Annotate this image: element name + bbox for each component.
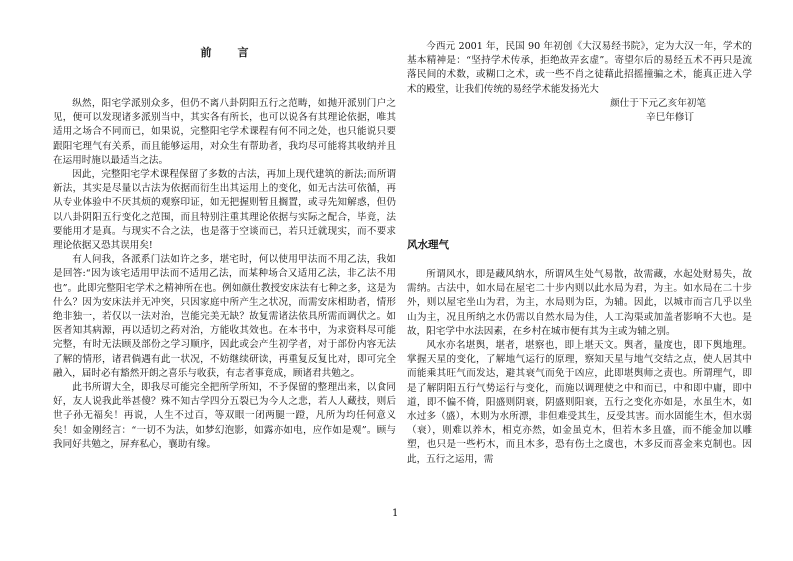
preface-body bbox=[53, 97, 396, 452]
section-heading: 风水理气 bbox=[407, 239, 449, 251]
section-body bbox=[407, 268, 752, 467]
section-paragraph-1: 所谓风水，即是藏风纳水，所谓风生处气易散，故需藏，水起处财易失，故需纳。古法中，如水局在屋宅二十步内则以此水局为君，为主。如水局在二十步外，则以屋宅坐山为君，为主，水局则为臣，为辅。因此，以城市而言几乎以坐山为主，况且所纳之水仍需以自然水局为佳，人工沟渠或加盖者影响不大也。是故，阳宅学中水法因素，在乡村在城市便有其为主或为辅之别。 bbox=[407, 269, 752, 337]
preface-paragraph-2: 因此，完整阳宅学术课程保留了多数的古法，再加上现代建筑的新法;而所谓新法，其实是尽量以古法为依据而衍生出其运用上的变化，如无古法可依循，再从专业体验中不厌其烦的观察印证，如无把握则暂且搁置，或寻先知解惑，但仍以八卦阴阳五行变化之范围，而且特别注重其理论依据与实际之配合，毕竟，法要能用才是真。与现实不合之法，也是落于空谈而已，若只迁就现实，而不要求理论依据又恐其误用矣! bbox=[53, 169, 396, 252]
author-signature: 颜仕于下元乙亥年初笔 bbox=[610, 97, 706, 109]
revision-note: 辛巳年修订 bbox=[646, 112, 694, 124]
preface-paragraph-1: 纵然，阳宅学派别众多，但仍不离八卦阴阳五行之范畴，如抛开派别门户之见，便可以发现诸多派别当中，其实各有所长，也可以说各有其理论依据，唯其适用之场合不同而已，如果说，完整阳宅学术课程有何不同之处，也只能说只要跟阳宅理气有关系，而且能够运用，对众生有帮助者，我均尽可能将其收纳并且在运用时施以最适当之法。 bbox=[53, 98, 396, 166]
preface-title: 前言 bbox=[200, 46, 275, 59]
preface-paragraph-3: 有人问我，各派系门法如许之多，堪宅时，何以使用甲法而不用乙法，我如是回答:“因为该宅适用甲法而不适用乙法，而某种场合又适用乙法，非乙法不用也”。此即完整阳宅学术之精神所在也。例如颜仕教授安床法有七种之多，这是为什么？因为安床法并无冲突，只因家庭中所产生之状况，而需安床相助者，情形绝非独一，若仅以一法对治，岂能完美无缺？故复需诸法依具所需而调伏之。如医者知其病源，再以适切之药对治，方能收其效也。在本书中，为求资料尽可能完整，有时无法顾及部份之学习顺序，因此或会产生初学者，对于部份内容无法了解的情形，诸君倘遇有此一状况，不妨继续研读，再重复反复比对，即可完全融入，届时必有豁然开朗之喜乐与收获，有志者事竟成，顾诸君共勉之。 bbox=[53, 254, 396, 379]
preface-closing bbox=[407, 40, 752, 125]
preface-paragraph-4: 此书所谓大全，即我尽可能完全把所学所知，不予保留的整理出来，以食同好，友人说我此举甚傻？殊不知古学四分五裂已为今人之悲，若人人藏技，则后世子孙无福矣！再说，人生不过百，等双眼一闭两腿一蹬，凡所为均任何意义矣！如金刚经言：“一切不为法，如梦幻泡影，如露亦如电，应作如是观”。顾与我同好共勉之，屏弃私心，襄助有缘。 bbox=[53, 382, 396, 450]
section-paragraph-2: 风水亦名堪舆，堪者，堪察也，即上堪天文。舆者，量度也，即下舆地理。掌握天星的变化，了解地气运行的原理，察知天星与地气交结之点，使人居其中而能乘其旺气而发达，避其衰气而免于凶应，此即堪舆师之责也。所谓理气，即是了解阴阳五行气势运行与变化，而施以调理使之中和而已，中和即中庸，即中道，即不偏不倚，阳盛则阴衰，阴盛则阳衰，五行之变化亦如是，水虽生木，如水过多（盛），木则为水所漂，非但难受其生，反受其害。而水固能生木，但水弱（衰），则难以养木，相克亦然，如金虽克木，但若木多且盛，而不能金加以雕塑，也只是一些朽木，而且木多，恐有伤土之虞也，木多反而喜金来克制也。因此，五行之运用，需 bbox=[407, 340, 752, 465]
closing-paragraph: 今西元 2001 年，民国 90 年初创《大汉易经书院》，定为大汉一年，学术的基本精神是：“坚持学术传承，拒绝故弄玄虚”。寄望尔后的易经五术不再只是流落民间的术数，或糊口之术，或一些不肖之徒藉此招摇撞骗之术，能真正进入学术的殿堂，让我们传统的易经学术能发扬光大 bbox=[407, 41, 752, 95]
page-number: 1 bbox=[392, 508, 399, 519]
